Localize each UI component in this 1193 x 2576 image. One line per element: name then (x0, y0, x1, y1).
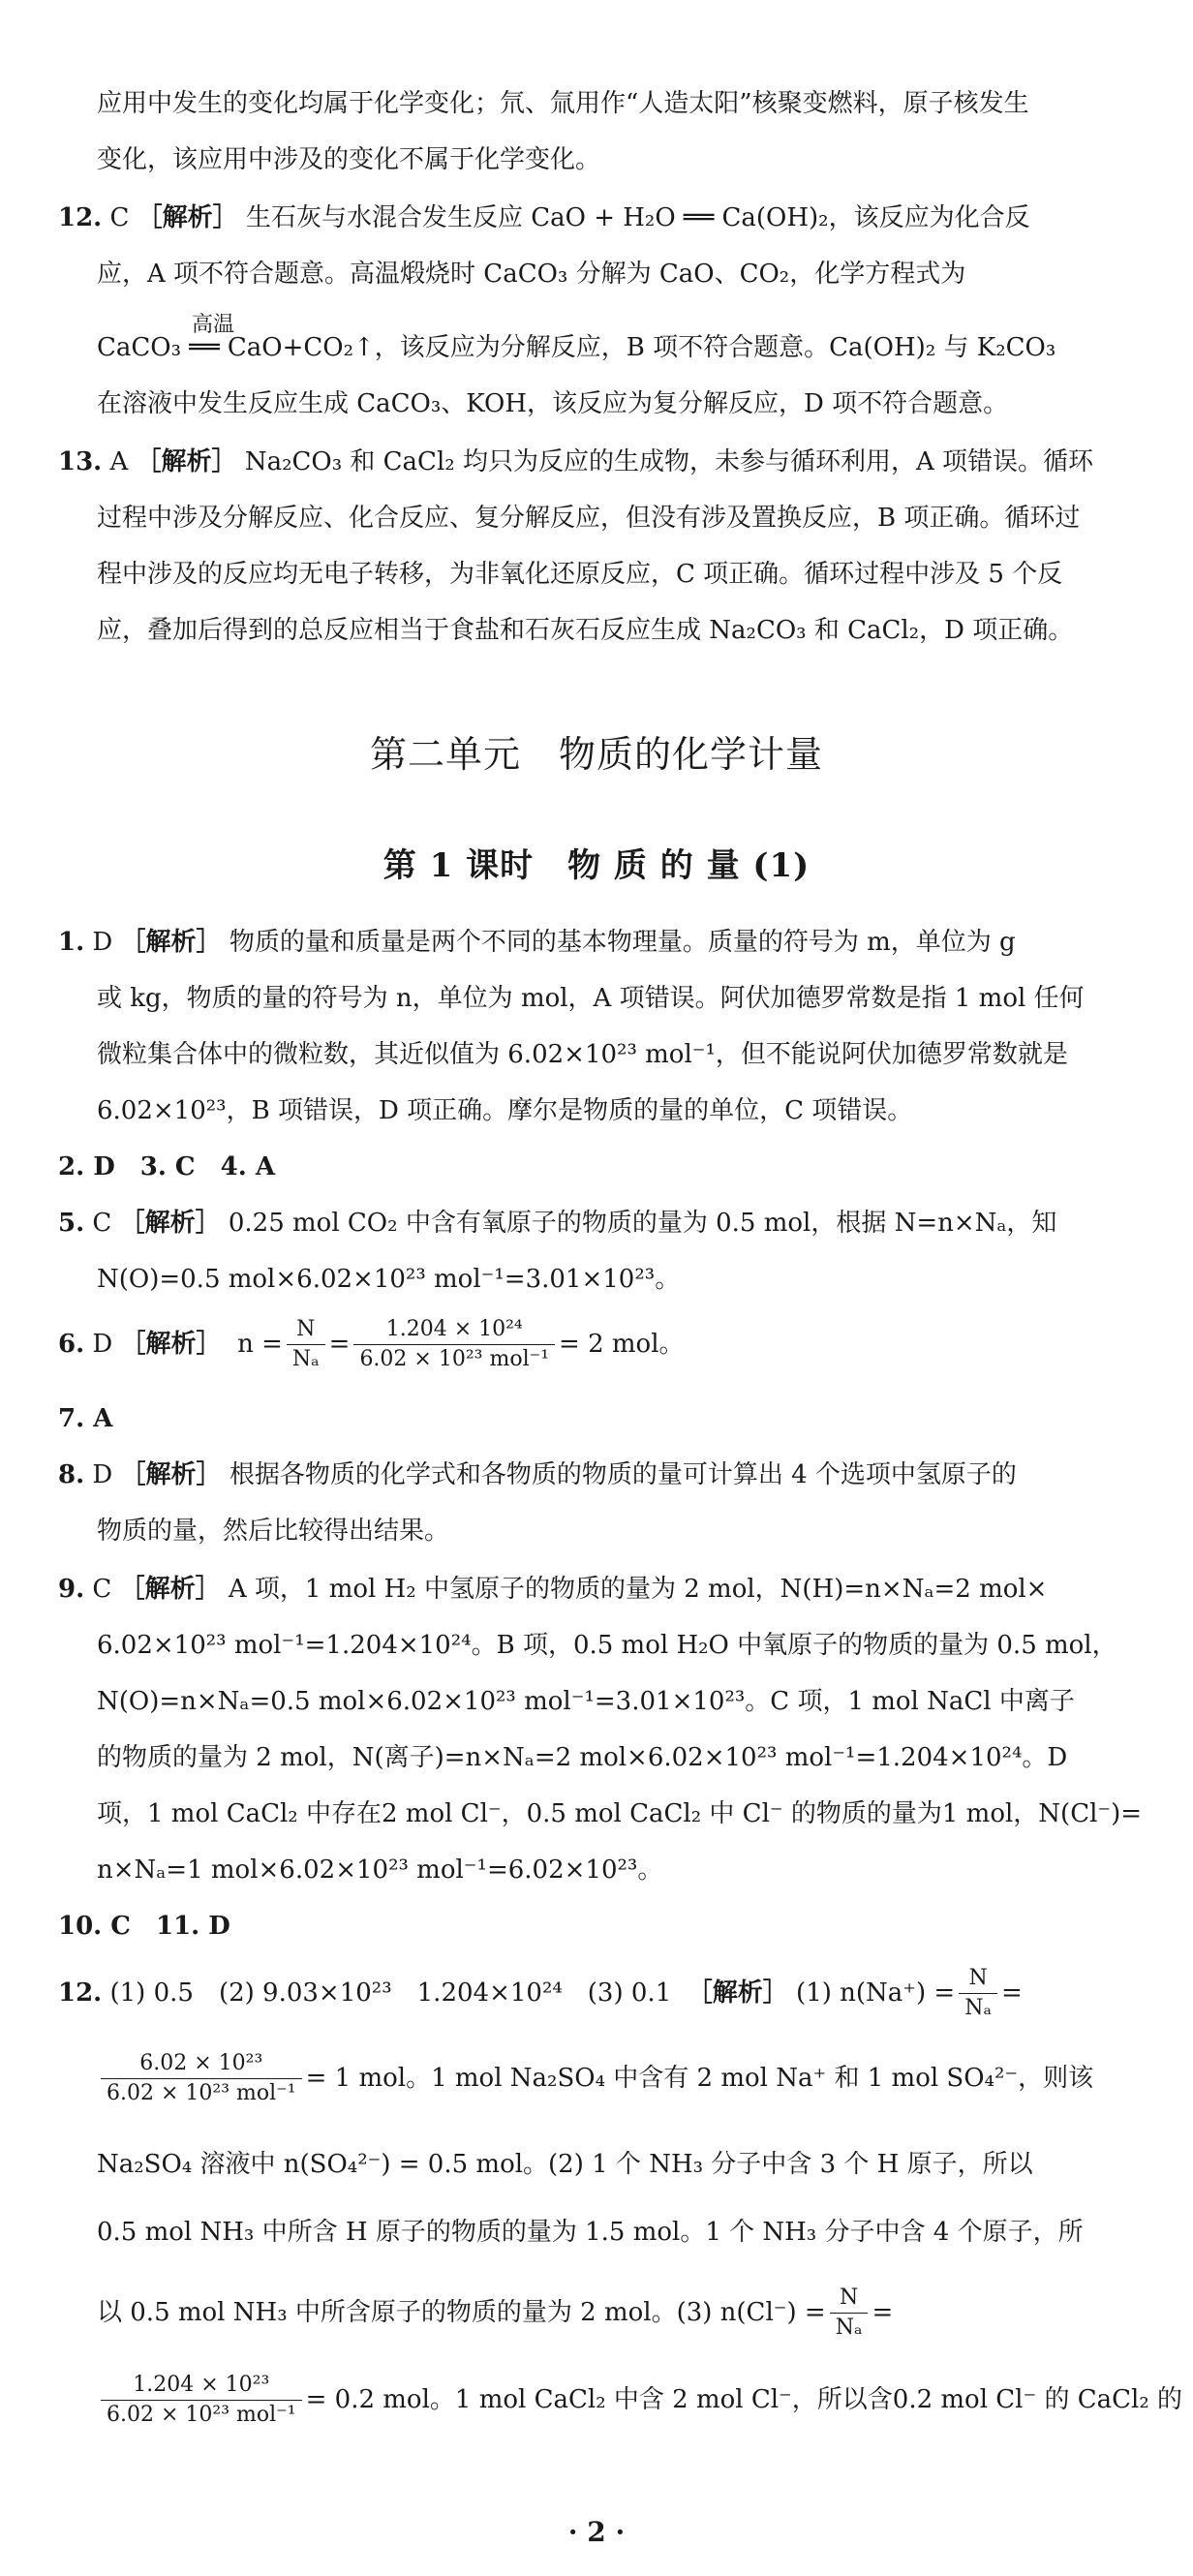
text-line: N(O)=0.5 mol×6.02×10²³ mol⁻¹=3.01×10²³。 (97, 1265, 681, 1294)
fraction (101, 2373, 302, 2429)
answer-line (58, 1966, 1023, 2022)
equation-lhs: n = (237, 1330, 283, 1360)
answer-line (58, 1317, 685, 1373)
answer-choice: A (109, 447, 129, 476)
answer-values: (1) 0.5 (2) 9.03×10²³ 1.204×10²⁴ (3) 0.1 (109, 1978, 672, 2009)
denominator: 6.02 × 10²³ mol⁻¹ (101, 2400, 302, 2428)
analysis-tag: ［解析］ (120, 1460, 222, 1489)
fraction (353, 1317, 555, 1373)
text-line: 0.5 mol NH₃ 中所含 H 原子的物质的量为 1.5 mol。1 个 NH₃ 分子中含 4 个原子，所 (97, 2218, 1084, 2247)
analysis-text: 物质的量和质量是两个不同的基本物理量。质量的符号为 m，单位为 g (229, 928, 1016, 957)
numerator: N (968, 1966, 988, 1990)
analysis-tag: ［解析］ (137, 203, 238, 232)
text-line: 物质的量，然后比较得出结果。 (97, 1517, 450, 1546)
fraction (959, 1966, 997, 2022)
question-number: 8. (58, 1460, 85, 1489)
analysis-text: 根据各物质的化学式和各物质的物质的量可计算出 4 个选项中氢原子的 (229, 1460, 1017, 1489)
text-line: 项，1 mol CaCl₂ 中存在2 mol Cl⁻，0.5 mol CaCl₂ 中 Cl⁻ 的物质的量为1 mol，N(Cl⁻)= (97, 1799, 1143, 1828)
analysis-text: (1) n(Na⁺) = (796, 1978, 956, 2009)
analysis-text: 0.25 mol CO₂ 中含有氧原子的物质的量为 0.5 mol，根据 N=n×Nₐ，知 (228, 1209, 1057, 1238)
analysis-tag: ［解析］ (136, 447, 237, 476)
text-line: N(O)=n×Nₐ=0.5 mol×6.02×10²³ mol⁻¹=3.01×10²³。C 项，1 mol NaCl 中离子 (97, 1687, 1075, 1716)
text-line: 应用中发生的变化均属于化学变化；氘、氚用作“人造太阳”核聚变燃料，原子核发生 (97, 89, 1029, 118)
question-number: 12. (58, 203, 103, 232)
denominator: 6.02 × 10²³ mol⁻¹ (101, 2078, 302, 2106)
answer-choice: D (92, 1460, 113, 1489)
fraction (101, 2051, 302, 2107)
answer-line: 2. D 3. C 4. A (58, 1152, 275, 1181)
analysis-tag: ［解析］ (120, 928, 222, 957)
question-number: 5. (58, 1209, 85, 1238)
equals-sign: = (328, 1330, 351, 1360)
numerator: 1.204 × 10²⁴ (385, 1317, 523, 1341)
answer-choice: D (92, 928, 113, 957)
equation-rhs: = 2 mol。 (559, 1330, 685, 1360)
answer-choice: D (92, 1330, 113, 1360)
text-line: 程中涉及的反应均无电子转移，为非氧化还原反应，C 项正确。循环过程中涉及 5 个反 (97, 560, 1063, 589)
page-number: · 2 · (567, 2516, 626, 2548)
answer-choice: C (109, 203, 130, 232)
unit-title: 第二单元 物质的化学计量 (369, 733, 823, 776)
question-number: 9. (58, 1575, 85, 1604)
text-line (97, 2051, 1093, 2107)
equals-sign: = (872, 2298, 894, 2328)
text-line (97, 2285, 893, 2342)
numerator: N (296, 1317, 316, 1341)
analysis-text: A 项，1 mol H₂ 中氢原子的物质的量为 2 mol，N(H)=n×Nₐ=2 mol× (228, 1575, 1048, 1604)
numerator: 1.204 × 10²³ (133, 2373, 270, 2397)
answer-line (58, 928, 1016, 958)
numerator: N (839, 2285, 859, 2310)
answer-line (58, 1575, 1047, 1605)
denominator: Nₐ (830, 2313, 869, 2341)
text-line: 在溶液中发生反应生成 CaCO₃、KOH，该反应为复分解反应，D 项不符合题意。 (97, 389, 1009, 418)
answer-choice: C (92, 1575, 112, 1604)
fraction (287, 1317, 325, 1373)
text-line: 应，A 项不符合题意。高温煅烧时 CaCO₃ 分解为 CaO、CO₂，化学方程式为 (97, 260, 966, 289)
text-line (97, 2373, 1182, 2429)
answer-line (58, 447, 1093, 477)
reaction-condition: 高温 (192, 313, 235, 337)
analysis-text: = 1 mol。1 mol Na₂SO₄ 中含有 2 mol Na⁺ 和 1 mol SO₄²⁻，则该 (305, 2064, 1094, 2094)
text-line: n×Nₐ=1 mol×6.02×10²³ mol⁻¹=6.02×10²³。 (97, 1855, 663, 1885)
answer-line (58, 1209, 1056, 1239)
text-line: 应，叠加后得到的总反应相当于食盐和石灰石反应生成 Na₂CO₃ 和 CaCl₂，D 项正确。 (97, 616, 1074, 645)
text-line: 微粒集合体中的微粒数，其近似值为 6.02×10²³ mol⁻¹，但不能说阿伏加德罗常数就是 (97, 1040, 1068, 1069)
answer-choice: C (92, 1209, 112, 1238)
question-number: 1. (58, 928, 85, 957)
text-line: 过程中涉及分解反应、化合反应、复分解反应，但没有涉及置换反应，B 项正确。循环过 (97, 504, 1081, 533)
question-number: 13. (58, 447, 103, 476)
equals-sign: = (1000, 1978, 1023, 2009)
text-line: CaCO₃ ══ CaO+CO₂↑，该反应为分解反应，B 项不符合题意。Ca(OH)₂ 与 K₂CO₃ (97, 333, 1056, 362)
analysis-tag: ［解析］ (120, 1330, 222, 1360)
text-line: 6.02×10²³，B 项错误，D 项正确。摩尔是物质的量的单位，C 项错误。 (97, 1096, 913, 1125)
answer-line: 10. C 11. D (58, 1912, 230, 1941)
analysis-tag: ［解析］ (687, 1978, 788, 2009)
numerator: 6.02 × 10²³ (139, 2051, 263, 2075)
text-line: Na₂SO₄ 溶液中 n(SO₄²⁻) = 0.5 mol。(2) 1 个 NH₃ 分子中含 3 个 H 原子，所以 (97, 2150, 1033, 2179)
analysis-text: 以 0.5 mol NH₃ 中所含原子的物质的量为 2 mol。(3) n(Cl⁻) = (97, 2298, 826, 2328)
analysis-tag: ［解析］ (119, 1209, 221, 1238)
analysis-text: 生石灰与水混合发生反应 CaO + H₂O ══ Ca(OH)₂，该反应为化合反 (245, 203, 1030, 232)
analysis-text: Na₂CO₃ 和 CaCl₂ 均只为反应的生成物，未参与循环利用，A 项错误。循环 (244, 447, 1093, 476)
answer-line (58, 1460, 1017, 1490)
analysis-text: = 0.2 mol。1 mol CaCl₂ 中含 2 mol Cl⁻，所以含0.2 mol Cl⁻ 的 CaCl₂ 的 (305, 2385, 1183, 2415)
text-line: 或 kg，物质的量的符号为 n，单位为 mol，A 项错误。阿伏加德罗常数是指 1 mol 任何 (97, 984, 1085, 1013)
text-line: 变化，该应用中涉及的变化不属于化学变化。 (97, 145, 601, 174)
denominator: 6.02 × 10²³ mol⁻¹ (353, 1344, 555, 1372)
question-number: 12. (58, 1978, 103, 2009)
answer-line (58, 203, 1030, 233)
question-number: 6. (58, 1330, 85, 1360)
text-line: 6.02×10²³ mol⁻¹=1.204×10²⁴。B 项，0.5 mol H₂O 中氧原子的物质的量为 0.5 mol， (97, 1631, 1117, 1660)
fraction (830, 2285, 869, 2342)
denominator: Nₐ (287, 1344, 325, 1372)
analysis-tag: ［解析］ (119, 1575, 221, 1604)
lesson-title: 第 1 课时 物 质 的 量 (1) (382, 846, 811, 885)
answer-line: 7. A (58, 1404, 113, 1433)
text-line: 的物质的量为 2 mol，N(离子)=n×Nₐ=2 mol×6.02×10²³ mol⁻¹=1.204×10²⁴。D (97, 1743, 1068, 1772)
denominator: Nₐ (959, 1993, 997, 2021)
